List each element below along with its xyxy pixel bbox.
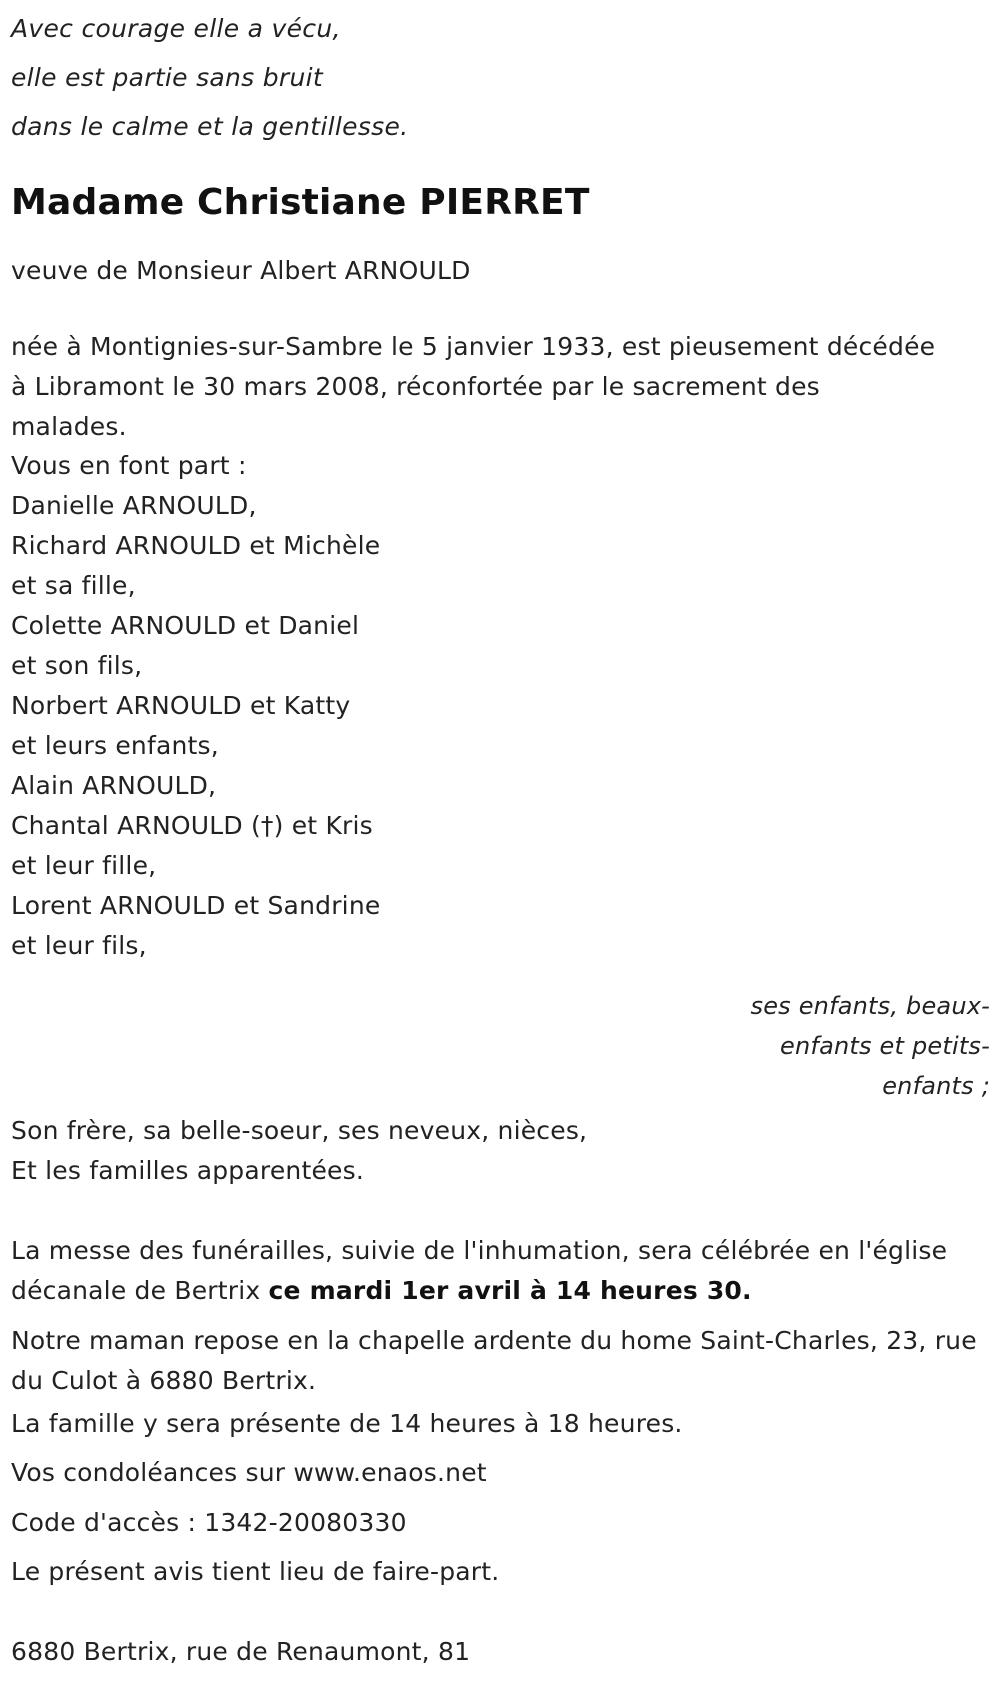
family-line: Chantal ARNOULD (†) et Kris: [11, 811, 373, 840]
epigraph: [11, 4, 408, 151]
funeral-date: ce mardi 1er avril à 14 heures 30.: [268, 1276, 752, 1305]
widow-of: veuve de Monsieur Albert ARNOULD: [11, 256, 471, 285]
family-role: ses enfants, beaux-enfants et petits-enfants ;: [750, 992, 990, 1100]
relatives: [11, 1111, 587, 1191]
address: 6880 Bertrix, rue de Renaumont, 81: [11, 1637, 471, 1666]
funeral-paragraph: [11, 1231, 986, 1311]
family-list: [11, 451, 381, 966]
announce-intro: Vous en font part :: [11, 451, 247, 480]
epigraph-line: Avec courage elle a vécu,: [11, 14, 341, 43]
family-line: et leur fils,: [11, 931, 147, 960]
access-code: Code d'accès : 1342-20080330: [11, 1508, 407, 1537]
condolences: Vos condoléances sur www.enaos.net: [11, 1458, 487, 1487]
deceased-name: Madame Christiane PIERRET: [11, 182, 590, 223]
family-line: et son fils,: [11, 651, 143, 680]
epigraph-line: dans le calme et la gentillesse.: [11, 112, 409, 141]
notice: Le présent avis tient lieu de faire-part.: [11, 1557, 500, 1586]
family-line: et leur fille,: [11, 851, 157, 880]
family-presence: La famille y sera présente de 14 heures à 18 heures.: [11, 1409, 683, 1438]
family-line: Alain ARNOULD,: [11, 771, 217, 800]
family-line: Richard ARNOULD et Michèle: [11, 531, 381, 560]
family-line: et sa fille,: [11, 571, 136, 600]
family-line: Norbert ARNOULD et Katty: [11, 691, 351, 720]
family-line: Colette ARNOULD et Daniel: [11, 611, 360, 640]
family-line: et leurs enfants,: [11, 731, 219, 760]
family-line: Lorent ARNOULD et Sandrine: [11, 891, 381, 920]
family-line: Danielle ARNOULD,: [11, 491, 257, 520]
funeral-text: La messe des funérailles, suivie de l'inhumation, sera célébrée en l'église décanale de Bertrix: [11, 1236, 948, 1305]
relatives-line: Et les familles apparentées.: [11, 1156, 364, 1185]
birth-death-paragraph: née à Montignies-sur-Sambre le 5 janvier 1933, est pieusement décédée à Libramont le 30 mars 2008, réconfortée par le sacrement des malades.: [11, 332, 936, 441]
relatives-line: Son frère, sa belle-soeur, ses neveux, nièces,: [11, 1116, 588, 1145]
epigraph-line: elle est partie sans bruit: [11, 63, 323, 92]
rest-place: Notre maman repose en la chapelle ardente du home Saint-Charles, 23, rue du Culot à 6880 Bertrix.: [11, 1326, 977, 1395]
